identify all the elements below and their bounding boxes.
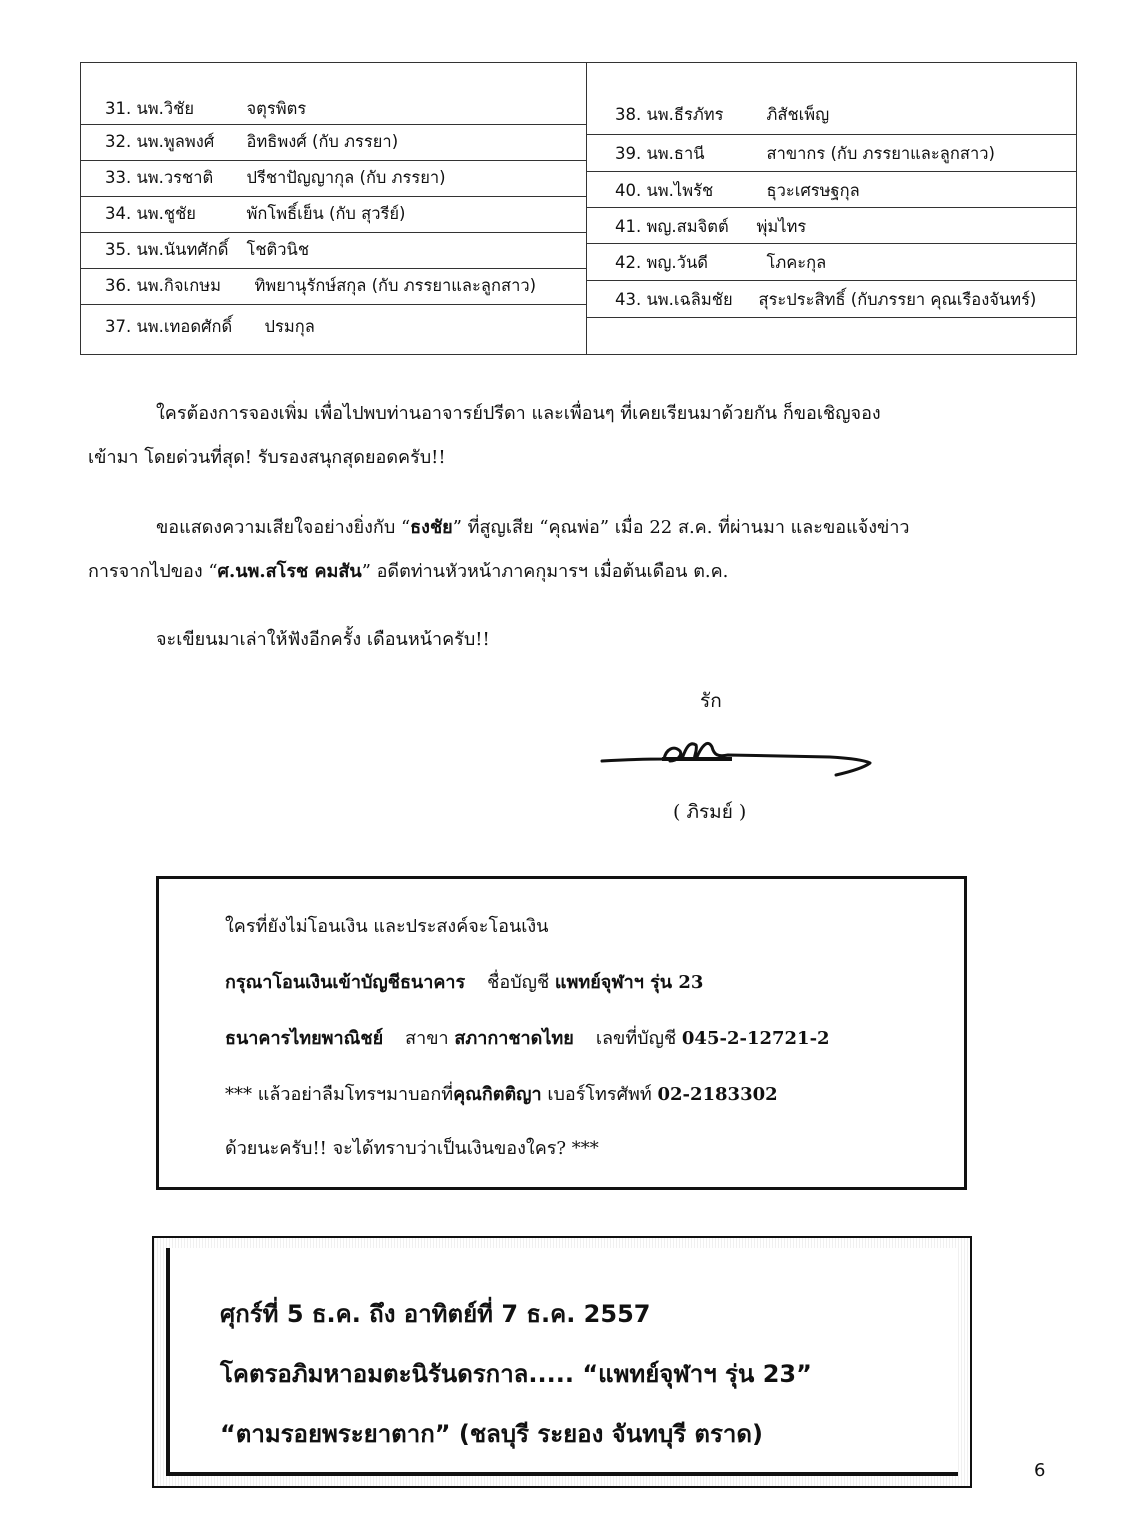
account-number: 045-2-12721-2 — [681, 1028, 830, 1049]
paragraph-next-month — [88, 624, 1056, 654]
paragraph-condolence — [88, 512, 1056, 592]
table-row: 36. นพ.กิจเกษม ทิพยานุรักษ์สกุล (กับ ภรรยาและลูกสาว) — [81, 269, 586, 305]
signer-name: ( ภิรมย์ ) — [673, 801, 747, 823]
names-column-right — [587, 63, 1076, 354]
table-row: 40. นพ.ไพรัช ธุวะเศรษฐกุล — [587, 172, 1076, 208]
event-announcement-box — [152, 1236, 972, 1488]
name-professor: ศ.นพ.สโรช คมสัน — [217, 561, 362, 582]
paragraph-line: ขอแสดงความเสียใจอย่างยิ่งกับ “ธงชัย” ที่สูญเสีย “คุณพ่อ” เมื่อ 22 ส.ค. ที่ผ่านมา และขอแจ้งข่าว — [156, 517, 910, 538]
table-row: 39. นพ.ธานี สาขากร (กับ ภรรยาและลูกสาว) — [587, 135, 1076, 172]
transfer-line: ด้วยนะครับ!! จะได้ทราบว่าเป็นเงินของใคร? *** — [225, 1138, 599, 1159]
phone-line: *** แล้วอย่าลืมโทรฯมาบอกที่คุณกิตติญา เบอร์โทรศัพท์ 02-2183302 — [225, 1084, 778, 1105]
event-box-inner — [166, 1248, 958, 1476]
transfer-line: ใครที่ยังไม่โอนเงิน และประสงค์จะโอนเงิน — [225, 916, 549, 937]
names-column-left — [81, 63, 586, 354]
table-row: 43. นพ.เฉลิมชัย สุระประสิทธิ์ (กับภรรยา คุณเรืองจันทร์) — [587, 281, 1076, 318]
table-row: 42. พญ.วันดี โภคะกุล — [587, 244, 1076, 281]
event-dates: ศุกร์ที่ 5 ธ.ค. ถึง อาทิตย์ที่ 7 ธ.ค. 2557 — [220, 1300, 651, 1328]
paragraph-line: ใครต้องการจองเพิ่ม เพื่อไปพบท่านอาจารย์ปรีดา และเพื่อนๆ ที่เคยเรียนมาด้วยกัน ก็ขอเชิญจอง — [156, 403, 881, 424]
event-route: “ตามรอยพระยาตาก” (ชลบุรี ระยอง จันทบุรี ตราด) — [220, 1420, 763, 1448]
name-thongchai: ธงชัย — [410, 517, 453, 538]
event-title: โคตรอภิมหาอมตะนิรันดรกาล..... “แพทย์จุฬาฯ รุ่น 23” — [220, 1360, 812, 1388]
phone-number: 02-2183302 — [657, 1084, 778, 1105]
table-row: 35. นพ.นันทศักดิ์ โชติวนิช — [81, 233, 586, 269]
table-row: 33. นพ.วรชาติ ปรีชาปัญญากุล (กับ ภรรยา) — [81, 161, 586, 197]
table-row: 37. นพ.เทอดศักดิ์ ปรมกุล — [105, 317, 315, 336]
paragraph-booking-invite — [88, 398, 1056, 478]
paragraph-line: เข้ามา โดยด่วนที่สุด! รับรองสนุกสุดยอดครับ!! — [88, 447, 446, 468]
signature — [600, 725, 875, 780]
table-row: 31. นพ.วิชัย จตุรพิตร — [81, 63, 586, 125]
table-row: 41. พญ.สมจิตต์ พุ่มไทร — [587, 208, 1076, 244]
transfer-line: กรุณาโอนเงินเข้าบัญชีธนาคาร ชื่อบัญชี แพทย์จุฬาฯ รุ่น 23 — [225, 972, 704, 993]
table-row: 34. นพ.ชูชัย พักโพธิ์เย็น (กับ สุวรีย์) — [81, 197, 586, 233]
table-row-empty — [587, 318, 1076, 354]
names-table — [80, 62, 1077, 355]
table-row: 38. นพ.ธีรภัทร ภิสัชเพ็ญ — [587, 63, 1076, 135]
closing-salutation: รัก — [700, 690, 722, 712]
paragraph-line: จะเขียนมาเล่าให้ฟังอีกครั้ง เดือนหน้าครับ!! — [156, 629, 490, 650]
table-row: 32. นพ.พูลพงศ์ อิทธิพงศ์ (กับ ภรรยา) — [81, 125, 586, 161]
page-number: 6 — [1034, 1460, 1046, 1481]
bank-account-line: ธนาคารไทยพาณิชย์ สาขา สภากาชาดไทย เลขที่บัญชี 045-2-12721-2 — [225, 1028, 830, 1049]
transfer-info-box — [156, 876, 967, 1190]
paragraph-line: การจากไปของ “ศ.นพ.สโรช คมสัน” อดีตท่านหัวหน้าภาคกุมารฯ เมื่อต้นเดือน ต.ค. — [88, 561, 729, 582]
